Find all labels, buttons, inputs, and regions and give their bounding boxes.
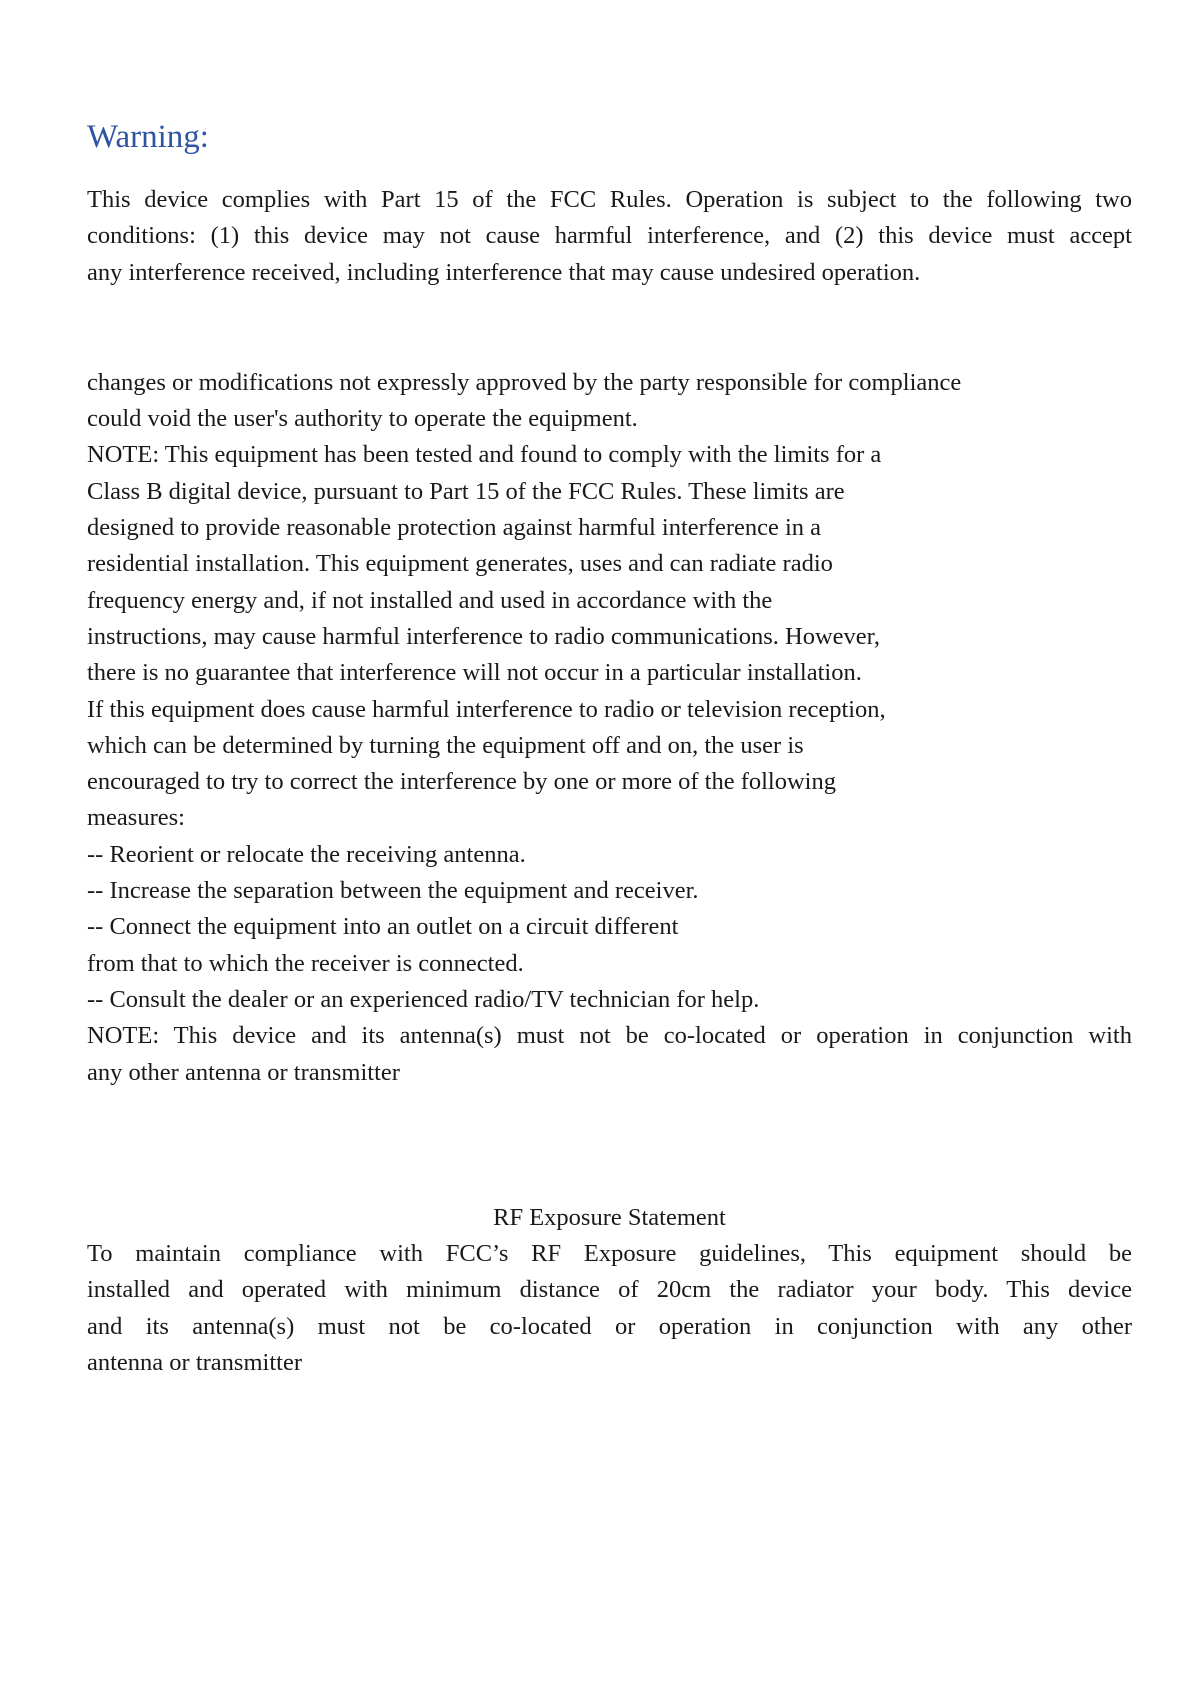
rf-line: installed and operated with minimum distance of 20cm the radiator your body. This device — [87, 1276, 1132, 1304]
warning-line: conditions: (1) this device may not cause harmful interference, and (2) this device must accept — [87, 222, 1132, 250]
notice-line: -- Consult the dealer or an experienced radio/TV technician for help. — [87, 985, 760, 1013]
notice-line: any other antenna or transmitter — [87, 1058, 400, 1086]
notice-line: -- Reorient or relocate the receiving antenna. — [87, 840, 526, 868]
notice-line: NOTE: This equipment has been tested and found to comply with the limits for a — [87, 441, 882, 469]
notice-line: frequency energy and, if not installed and used in accordance with the — [87, 586, 773, 614]
notice-line: NOTE: This device and its antenna(s) must not be co-located or operation in conjunction with — [87, 1022, 1132, 1050]
warning-paragraph — [87, 182, 1132, 291]
notice-line: there is no guarantee that interference will not occur in a particular installation. — [87, 659, 862, 687]
notice-line: which can be determined by turning the equipment off and on, the user is — [87, 731, 804, 759]
warning-heading: Warning: — [87, 119, 209, 155]
notice-line: could void the user's authority to operate the equipment. — [87, 405, 638, 433]
notice-line: from that to which the receiver is connected. — [87, 949, 524, 977]
warning-line: This device complies with Part 15 of the FCC Rules. Operation is subject to the following two — [87, 186, 1132, 213]
notice-line: -- Increase the separation between the equipment and receiver. — [87, 877, 699, 905]
rf-exposure-heading: RF Exposure Statement — [493, 1203, 726, 1231]
notice-line: instructions, may cause harmful interference to radio communications. However, — [87, 622, 880, 650]
rf-line: antenna or transmitter — [87, 1349, 302, 1377]
rf-exposure-paragraph — [87, 1236, 1132, 1381]
notice-line: measures: — [87, 804, 185, 832]
notice-line: residential installation. This equipment generates, uses and can radiate radio — [87, 550, 833, 578]
notice-line: Class B digital device, pursuant to Part 15 of the FCC Rules. These limits are — [87, 477, 845, 505]
notice-line: -- Connect the equipment into an outlet on a circuit different — [87, 913, 679, 941]
document-page — [87, 112, 1132, 1381]
rf-line: To maintain compliance with FCC’s RF Exposure guidelines, This equipment should be — [87, 1240, 1132, 1268]
warning-line: any interference received, including interference that may cause undesired operation. — [87, 258, 921, 286]
rf-line: and its antenna(s) must not be co-located or operation in conjunction with any other — [87, 1312, 1132, 1340]
notice-line: designed to provide reasonable protection against harmful interference in a — [87, 514, 822, 542]
notice-line: encouraged to try to correct the interference by one or more of the following — [87, 768, 836, 796]
notice-line: changes or modifications not expressly approved by the party responsible for compliance — [87, 368, 962, 396]
notice-line: If this equipment does cause harmful interference to radio or television reception, — [87, 695, 886, 723]
fcc-notice-block — [87, 365, 1132, 1091]
